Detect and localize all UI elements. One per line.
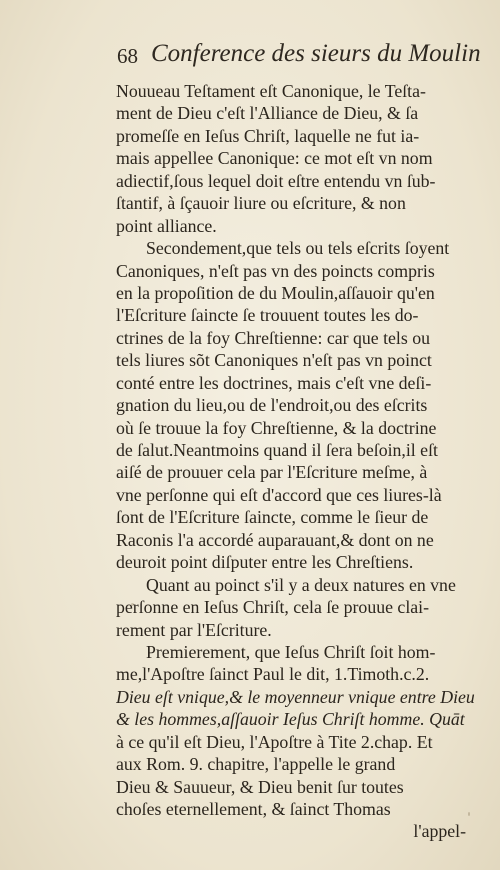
text-line: adiectif,ſous lequel doit eſtre entendu vn ſub- [116, 170, 436, 191]
text-line: point alliance. [116, 215, 217, 236]
body-text [116, 80, 476, 843]
text-line: Canoniques, n'eſt pas vn des poincts compris [116, 260, 435, 281]
text-line: en la propoſition de du Moulin,aſſauoir qu'en [116, 282, 435, 303]
text-line: conté entre les doctrines, mais c'eſt vne deſi- [116, 372, 432, 393]
text-line: l'appel- [413, 821, 466, 842]
text-line: Secondement,que tels ou tels eſcrits ſoyent [146, 238, 450, 259]
text-line: ctrines de la foy Chreſtienne: car que tels ou [116, 327, 431, 348]
text-line: vne perſonne qui eſt d'accord que ces liures-là [116, 484, 442, 505]
text-line: Raconis l'a accordé auparauant,& dont on ne [116, 529, 434, 550]
text-line: Quant au poinct s'il y a deux natures en vne [146, 574, 456, 595]
text-line: où ſe trouue la foy Chreſtienne, & la doctrine [116, 417, 437, 438]
text-line: rement par l'Eſcriture. [116, 619, 272, 640]
text-line: ment de Dieu c'eſt l'Alliance de Dieu, & ſa [116, 103, 419, 124]
text-line: gnation du lieu,ou de l'endroit,ou des eſcrits [116, 395, 428, 416]
text-line: me,l'Apoſtre ſainct Paul le dit, 1.Timoth.c.2. [116, 664, 430, 685]
page-number: 68 [117, 44, 138, 68]
text-line: ſtantif, à ſçauoir liure ou eſcriture, & non [116, 193, 406, 214]
text-line: Premierement, que Ieſus Chriſt ſoit hom- [146, 641, 436, 662]
paper-spot [131, 603, 134, 606]
text-line: ſont de l'Eſcriture ſaincte, comme le ſieur de [116, 507, 429, 528]
text-line: deuroit point diſputer entre les Chreſtiens. [116, 552, 414, 573]
text-line: l'Eſcriture ſaincte ſe trouuent toutes les do- [116, 305, 419, 326]
running-title: Conference des sieurs du Moulin [151, 40, 481, 67]
text-line: Dieu & Sauueur, & Dieu benit ſur toutes [116, 776, 404, 797]
text-line: Dieu eſt vnique,& le moyenneur vnique entre Dieu [116, 686, 475, 707]
text-line: Nouueau Teſtament eſt Canonique, le Teſta- [116, 81, 426, 101]
text-line: promeſſe en Ieſus Chriſt, laquelle ne fut ia- [116, 125, 420, 146]
text-line: choſes eternellement, & ſainct Thomas [116, 799, 391, 819]
page-header [117, 38, 481, 78]
text-line: & les hommes,aſſauoir Ieſus Chriſt homme. Quāt [116, 709, 465, 730]
text-line: tels liures sõt Canoniques n'eſt pas vn poinct [116, 350, 432, 371]
text-line: à ce qu'il eſt Dieu, l'Apoſtre à Tite 2.chap. Et [116, 731, 433, 752]
text-line: mais appellee Canonique: ce mot eſt vn nom [116, 148, 433, 169]
paper-spot [468, 812, 470, 816]
text-line: perſonne en Ieſus Chriſt, cela ſe prouue clai- [116, 597, 430, 618]
text-line: aux Rom. 9. chapitre, l'appelle le grand [116, 754, 396, 775]
text-line: de ſalut.Neantmoins quand il ſera beſoin,il eſt [116, 440, 438, 460]
text-line: aiſé de prouuer cela par l'Eſcriture meſme, à [116, 462, 428, 483]
